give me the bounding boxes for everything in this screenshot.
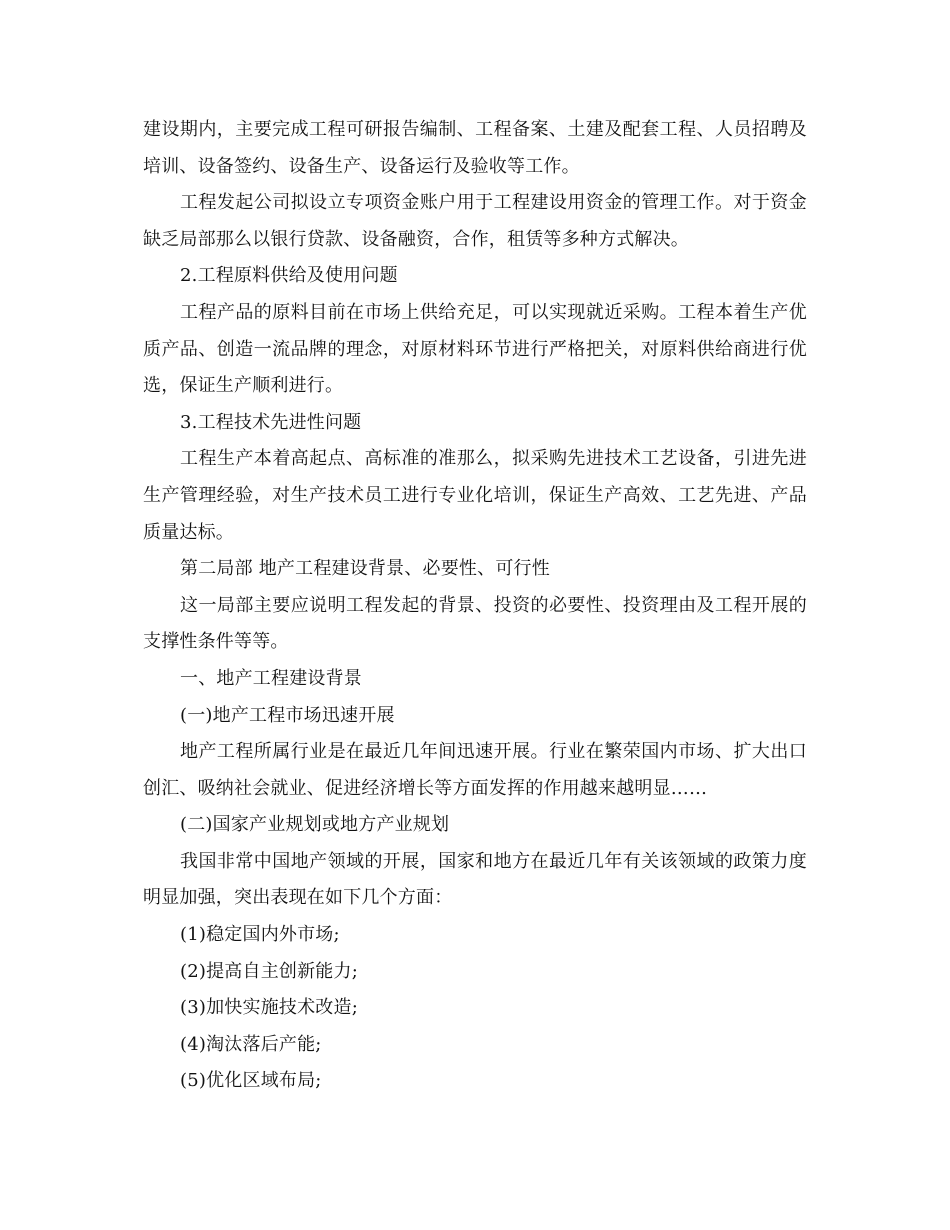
paragraph: 地产工程所属行业是在最近几年间迅速开展。行业在繁荣国内市场、扩大出口创汇、吸纳社会就业、促进经济增长等方面发挥的作用越来越明显……	[143, 741, 807, 799]
section-heading: 3.工程技术先进性问题	[180, 411, 362, 433]
subsection-heading: (一)地产工程市场迅速开展	[180, 704, 395, 726]
list-item: (4)淘汰落后产能;	[180, 1033, 322, 1055]
list-item: (1)稳定国内外市场;	[180, 924, 340, 946]
list-item: (3)加快实施技术改造;	[180, 997, 358, 1019]
paragraph: 建设期内，主要完成工程可研报告编制、工程备案、土建及配套工程、人员招聘及培训、设备签约、设备生产、设备运行及验收等工作。	[143, 119, 807, 177]
subsection-heading: (二)国家产业规划或地方产业规划	[180, 814, 450, 836]
paragraph: 这一局部主要应说明工程发起的背景、投资的必要性、投资理由及工程开展的支撑性条件等等。	[143, 594, 807, 653]
section-heading: 一、地产工程建设背景	[180, 667, 362, 689]
paragraph: 我国非常中国地产领域的开展，国家和地方在最近几年有关该领域的政策力度明显加强，突出表现在如下几个方面：	[143, 850, 807, 909]
section-heading: 第二局部 地产工程建设背景、必要性、可行性	[180, 558, 550, 580]
paragraph: 工程产品的原料目前在市场上供给充足，可以实现就近采购。工程本着生产优质产品、创造一流品牌的理念，对原材料环节进行严格把关，对原料供给商进行优选，保证生产顺利进行。	[143, 301, 807, 397]
list-item: (5)优化区域布局;	[180, 1070, 322, 1092]
paragraph: 工程发起公司拟设立专项资金账户用于工程建设用资金的管理工作。对于资金缺乏局部那么以银行贷款、设备融资，合作，租赁等多种方式解决。	[143, 192, 807, 250]
section-heading: 2.工程原料供给及使用问题	[180, 265, 398, 287]
list-item: (2)提高自主创新能力;	[180, 960, 358, 982]
paragraph: 工程生产本着高起点、高标准的准那么，拟采购先进技术工艺设备，引进先进生产管理经验，对生产技术员工进行专业化培训，保证生产高效、工艺先进、产品质量达标。	[143, 448, 807, 543]
document-body	[143, 112, 807, 1100]
